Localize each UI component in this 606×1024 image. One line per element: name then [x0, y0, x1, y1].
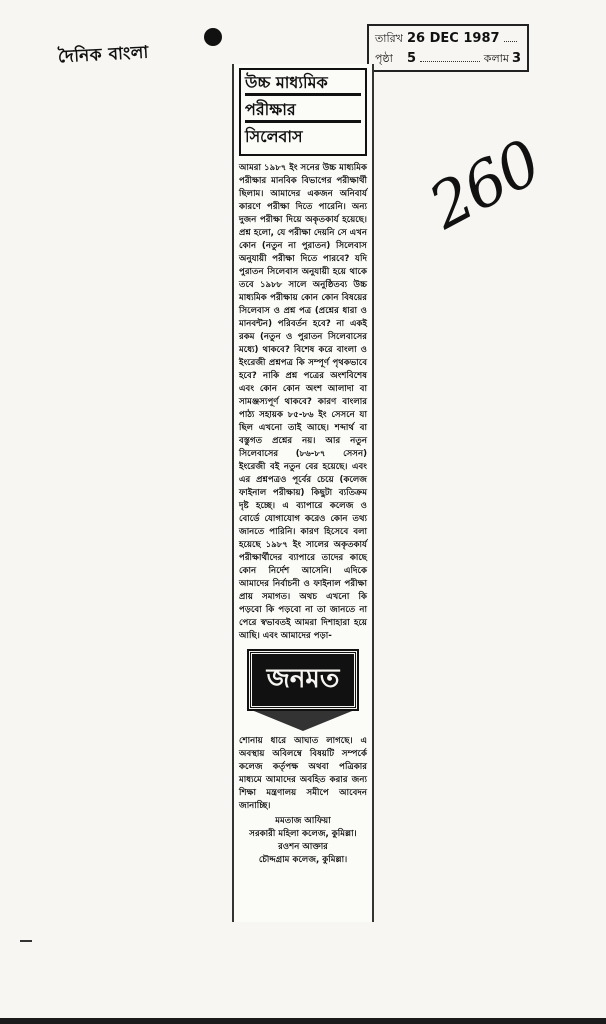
article-column [232, 64, 374, 922]
article-body: আমরা ১৯৮৭ ইং সনের উচ্চ মাধ্যমিক পরীক্ষার মানবিক বিভাগের পরীক্ষার্থী ছিলাম। আমাদের একজন অনিবার্য কারণে পরীক্ষা দিতে পারেনি। অন্য দুজন পরীক্ষা দিয়ে অকৃতকার্য হয়েছে। প্রশ্ন হলো, যে পরীক্ষা দেয়নি সে এখন কোন (নতুন না পুরাতন) সিলেবাস অনুযায়ী পরীক্ষা দিতে পারবে? যদি পুরাতন সিলেবাস অনুযায়ী হয়ে থাকে তবে ১৯৮৮ সালে অনুষ্ঠিতব্য উচ্চ মাধ্যমিক পরীক্ষায় কোন কোন বিষয়ের সিলেবাস ও প্রশ্ন পত্র (প্রশ্নের ধারা ও মানবন্টন) পরিবর্তন হবে? না একই রকম (নতুন ও পুরাতন সিলেবাসের মধ্যে) থাকবে? বিশেষ করে বাংলা ও ইংরেজী প্রশ্নপত্র কি সম্পূর্ণ পৃথকভাবে হবে? নাকি প্রশ্ন পত্রের অংশবিশেষ এবং কোন কোন অংশ আলাদা বা সামঞ্জস্যপূর্ণ থাকবে? কারণ বাংলার পাঠ্য সহায়ক ৮৫-৮৬ ইং সেসনে যা ছিল এখনো তাই আছে। শব্দার্থ বা বস্তুগত প্রশ্নের নয়। আর নতুন সিলেবাসের (৮৬-৮৭ সেসন) ইংরেজী বই নতুন বের হয়েছে। এবং এর প্রশ্নপত্রও পূর্বের চেয়ে (কলেজ ফাইনাল পরীক্ষায়) কিছুটা ব্যতিক্রম দৃষ্ট হচ্ছে। এ ব্যাপারে কলেজ ও বোর্ডে যোগাযোগ করেও কোন তথ্য জানতে পারিনি। কারণ হিসেবে বলা হয়েছে ১৯৮৭ ইং সালের অকৃতকার্য পরীক্ষার্থীদের ব্যাপারে তাদের কাছে কোন নির্দেশ আসেনি। এদিকে আমাদের নির্বাচনী ও ফাইনাল পরীক্ষা প্রায় সমাগত। অথচ এখনো কি পড়বো কি পড়বো না তা জানতে না পেরে স্বভাবতই আমরা দিশাহারা হয়ে আছি। এবং আমাদের পড়া- [239, 163, 367, 641]
headline-line-1: উচ্চ মাধ্যমিক [245, 72, 361, 96]
punch-hole [204, 28, 222, 46]
handwritten-page-number: 260 [417, 125, 551, 244]
archive-stamp [367, 24, 529, 72]
headline-box [239, 68, 367, 156]
scan-bottom-edge [0, 1018, 606, 1024]
stamp-date-value: 26 DEC 1987 [407, 31, 500, 46]
signatory-name-2: রওশন আক্তার [278, 842, 328, 852]
banner-title: জনমত [249, 651, 357, 709]
headline-line-3: সিলেবাস [245, 127, 303, 146]
section-banner [249, 651, 357, 731]
signatory-college-1: সরকারী মহিলা কলেজ, কুমিল্লা। [249, 829, 357, 839]
stamp-column-value: 3 [511, 51, 521, 66]
stamp-page-key: পৃষ্ঠা [375, 52, 393, 65]
stamp-page-row [375, 49, 521, 69]
headline-line-2: পরীক্ষার [245, 99, 361, 123]
stamp-page-value: 5 [407, 51, 417, 66]
stamp-column-key: কলাম [483, 52, 509, 65]
stamp-date-key: তারিখ [375, 32, 403, 45]
banner-ribbon-tail [249, 709, 357, 731]
signatory-name-1: মমতাজ আফিয়া [275, 816, 331, 826]
stamp-dotted-line [504, 29, 517, 42]
stamp-dotted-line [420, 49, 480, 62]
signatory-college-2: চৌদ্দগ্রাম কলেজ, কুমিল্লা। [258, 855, 348, 865]
signature-block [239, 815, 367, 867]
margin-mark [20, 940, 32, 942]
source-newspaper-label: দৈনিক বাংলা [57, 42, 150, 68]
stamp-date-row [375, 29, 521, 49]
letter-body: শোনায় ধারে আঘাত লাগছে। এ অবস্থায় অবিলম্বে বিষয়টি সম্পর্কে কলেজ কর্তৃপক্ষ অথবা পত্রিকার মাধ্যমে আমাদের অবহিত করার জন্য শিক্ষা মন্ত্রণালয় সমীপে আবেদন জানাচ্ছি। [239, 736, 367, 811]
